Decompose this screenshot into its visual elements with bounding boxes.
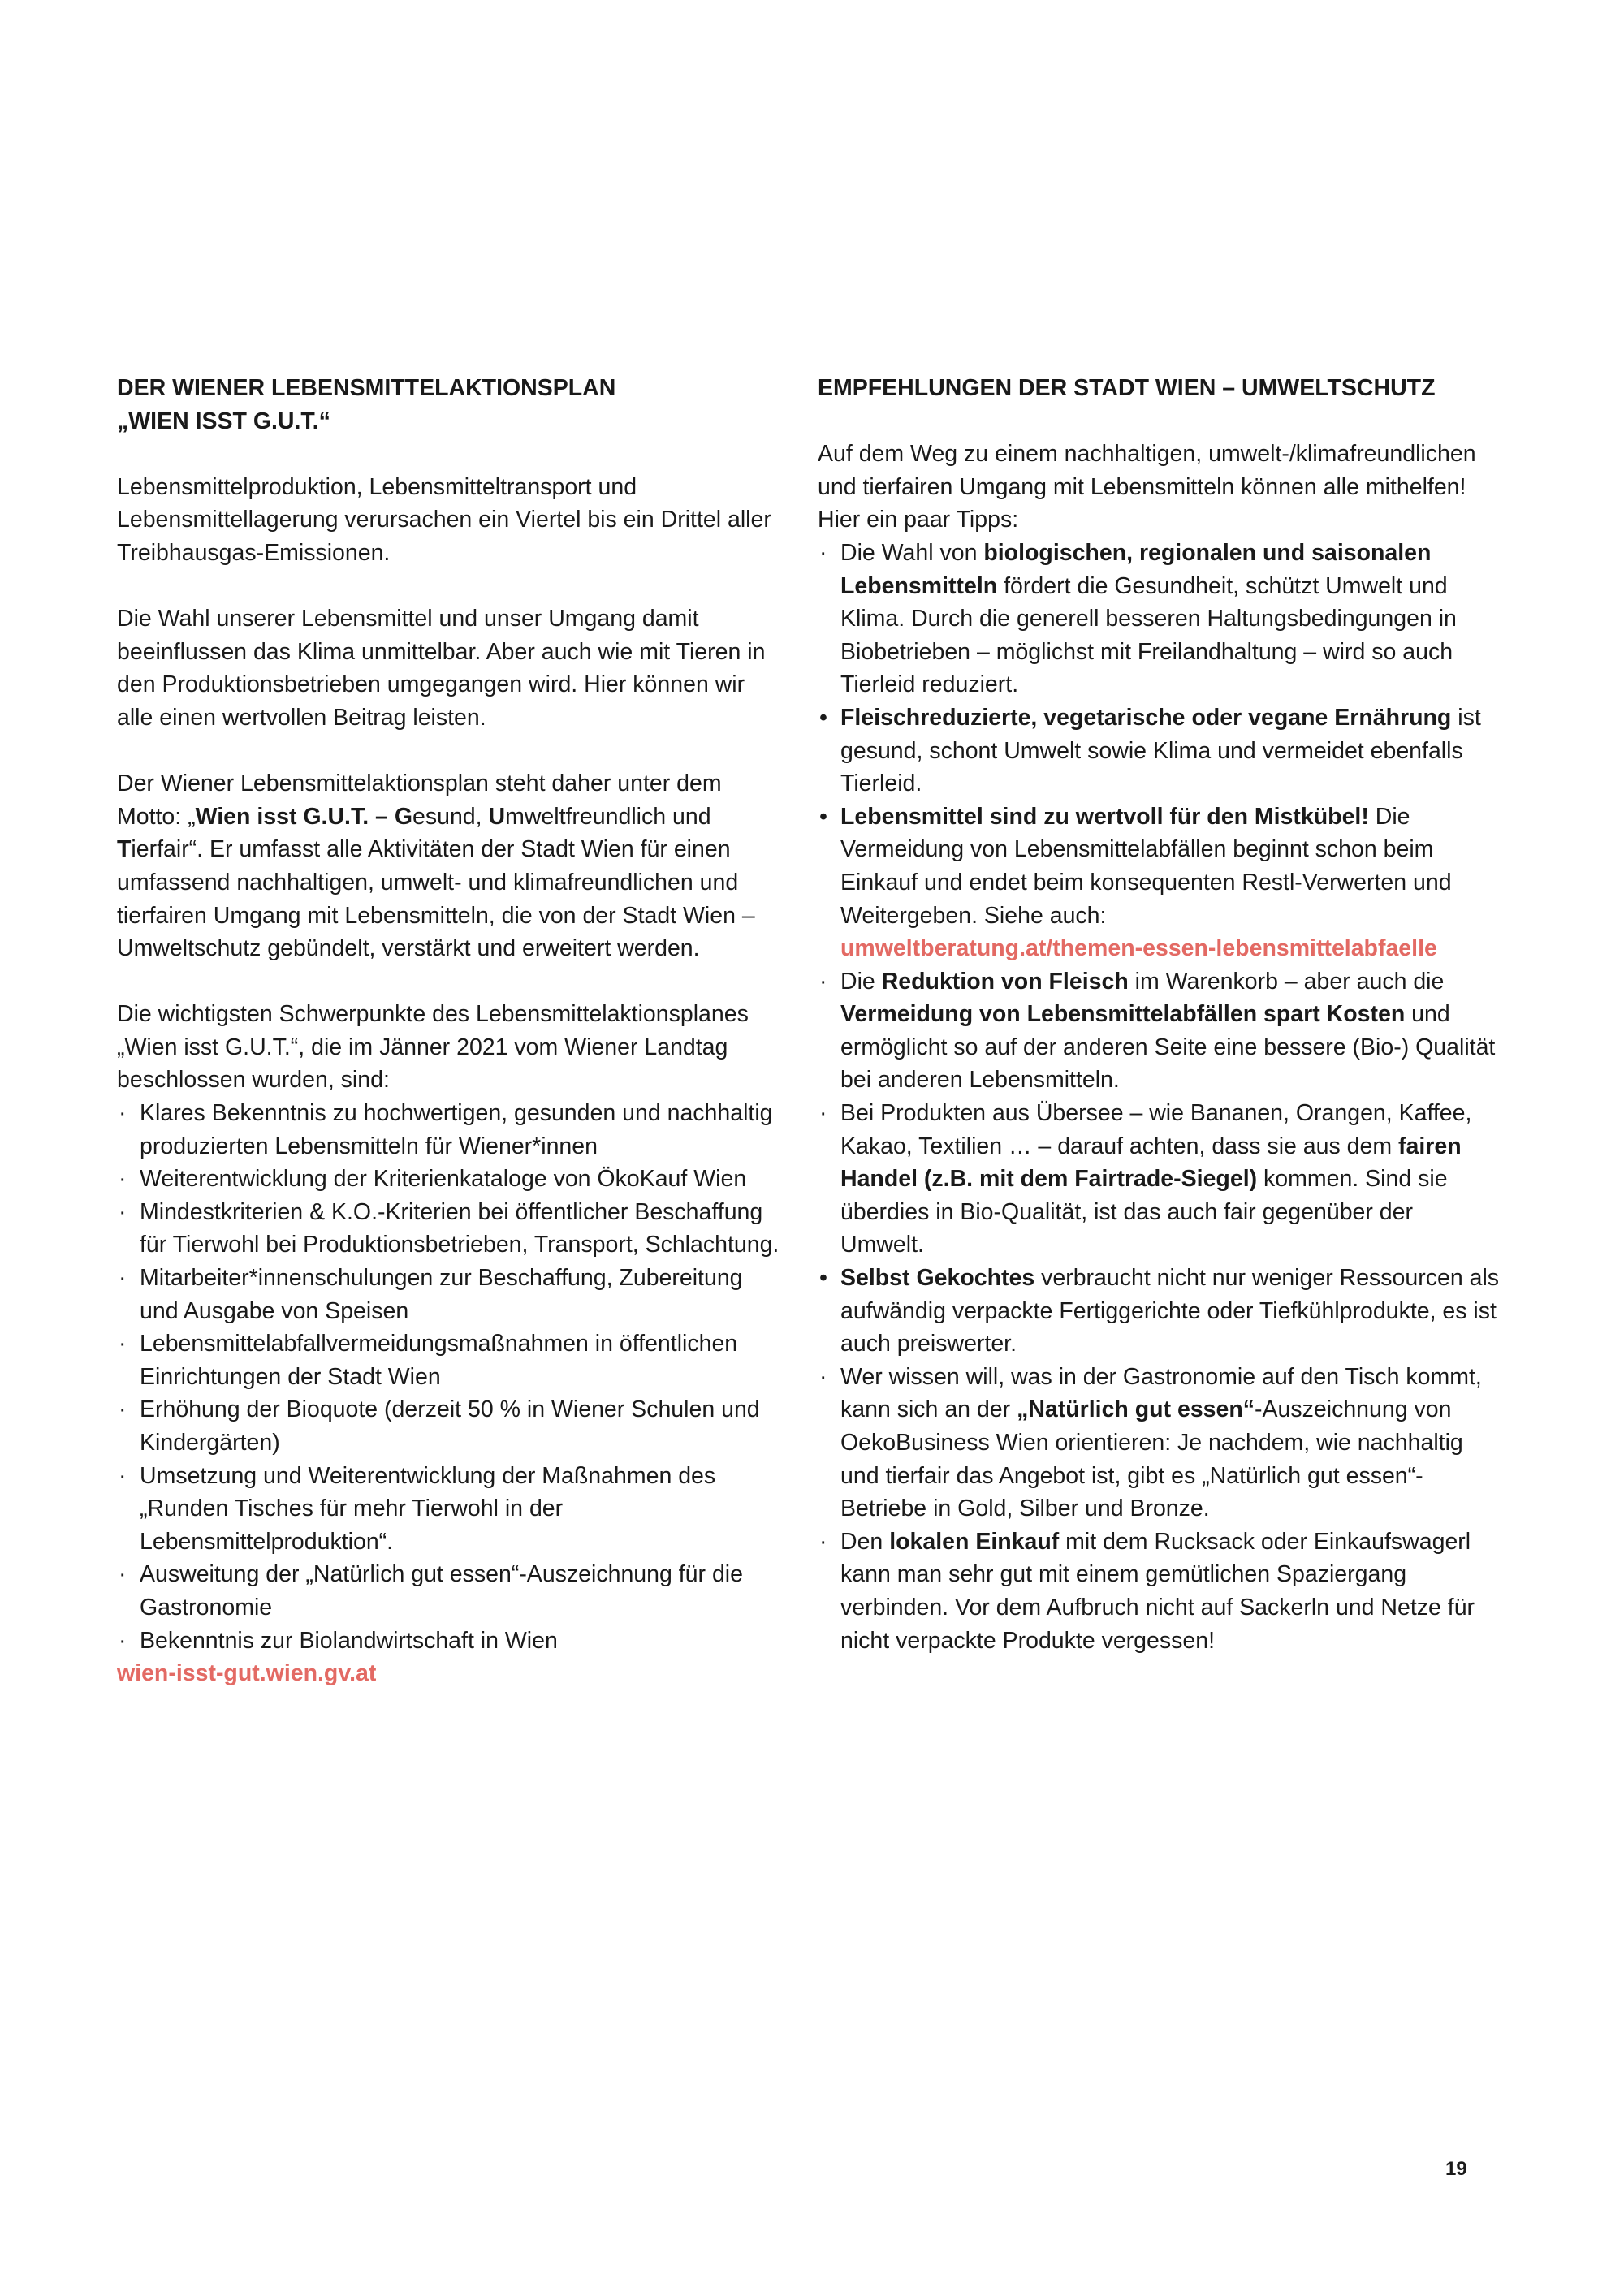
list-item: · Lebensmittelabfallvermeidungsmaßnahmen in öffentlichen Einrichtungen der Stadt Wien	[117, 1327, 783, 1393]
bullet-icon: ·	[819, 539, 827, 566]
list-item: · Ausweitung der „Natürlich gut essen“-Auszeichnung für die Gastronomie	[117, 1558, 783, 1624]
left-paragraph-2: Die Wahl unserer Lebensmittel und unser Umgang damit beeinflussen das Klima unmittelbar. Aber auch wie mit Tieren in den Produktionsbetrieben umgegangen wird. Hier können wir alle einen wertvollen Beitrag leisten.	[117, 606, 766, 731]
list-item: · Wer wissen will, was in der Gastronomie auf den Tisch kommt, kann sich an der „Natürlich gut essen“-Auszeichnung von OekoBusiness Wien orientieren: Je nachdem, wie nachhaltig und tierfair das Angebot ist, gibt es „Natürlich gut essen“-Betriebe in Gold, Silber und Bronze.	[818, 1361, 1500, 1526]
page-number: 19	[1445, 2158, 1467, 2180]
list-item: · Bekenntnis zur Biolandwirtschaft in Wien	[117, 1625, 783, 1658]
left-heading-line2: „WIEN ISST G.U.T.“	[117, 408, 330, 434]
list-item: · Die Reduktion von Fleisch im Warenkorb – aber auch die Vermeidung von Lebensmittelabfällen spart Kosten und ermöglicht so auf der anderen Seite eine bessere (Bio-) Qualität bei anderen Lebensmitteln.	[818, 965, 1500, 1097]
list-item: · Klares Bekenntnis zu hochwertigen, gesunden und nachhaltig produzierten Lebensmitteln für Wiener*innen	[117, 1097, 783, 1163]
list-item: • Fleischreduzierte, vegetarische oder vegane Ernährung ist gesund, schont Umwelt sowie Klima und vermeidet ebenfalls Tierleid.	[818, 701, 1500, 801]
right-column	[818, 372, 1500, 1657]
list-item: · Den lokalen Einkauf mit dem Rucksack oder Einkaufswagerl kann man sehr gut mit einem gemütlichen Spaziergang verbinden. Vor dem Aufbruch nicht auf Sackerln und Netze für nicht verpackte Produkte vergessen!	[818, 1526, 1500, 1657]
list-item: • Selbst Gekochtes verbraucht nicht nur weniger Ressourcen als aufwändig verpackte Fertiggerichte oder Tiefkühlprodukte, es ist auch preiswerter.	[818, 1262, 1500, 1361]
left-heading	[117, 372, 783, 438]
bullet-icon: ·	[819, 1100, 827, 1127]
bullet-icon: ·	[819, 1528, 827, 1555]
bullet-icon: ·	[119, 1265, 127, 1292]
list-item: · Die Wahl von biologischen, regionalen und saisonalen Lebensmitteln fördert die Gesundheit, schützt Umwelt und Klima. Durch die generell besseren Haltungsbedingungen in Biobetrieben – möglichst mit Freilandhaltung – wird so auch Tierleid reduziert.	[818, 537, 1500, 701]
wien-isst-gut-link[interactable]: wien-isst-gut.wien.gv.at	[117, 1660, 377, 1687]
bullet-icon: ·	[119, 1331, 127, 1357]
bullet-icon: •	[819, 1265, 827, 1292]
right-intro: Auf dem Weg zu einem nachhaltigen, umwelt-/klimafreundlichen und tierfairen Umgang mit Lebensmitteln können alle mithelfen! Hier ein paar Tipps:	[818, 441, 1476, 533]
bullet-icon: ·	[119, 1166, 127, 1193]
right-heading: EMPFEHLUNGEN DER STADT WIEN – UMWELTSCHUTZ	[818, 375, 1436, 401]
left-paragraph-4: Die wichtigsten Schwerpunkte des Lebensmittelaktionsplanes „Wien isst G.U.T.“, die im Jänner 2021 vom Wiener Landtag beschlossen wurden, sind:	[117, 1001, 749, 1094]
list-item: · Erhöhung der Bioquote (derzeit 50 % in Wiener Schulen und Kindergärten)	[117, 1393, 783, 1459]
left-heading-line1: DER WIENER LEBENSMITTELAKTIONSPLAN	[117, 375, 616, 401]
list-item: · Weiterentwicklung der Kriterienkataloge von ÖkoKauf Wien	[117, 1163, 783, 1196]
bullet-icon: •	[819, 803, 827, 830]
left-paragraph-3: Der Wiener Lebensmittelaktionsplan steht daher unter dem Motto: „Wien isst G.U.T. – Gesund, Umweltfreundlich und Tierfair“. Er umfasst alle Aktivitäten der Stadt Wien für einen umfassend nachhaltigen, umwelt- und klimafreundlichen und tierfairen Umgang mit Lebensmitteln, die von der Stadt Wien – Umweltschutz gebündelt, verstärkt und erweitert werden.	[117, 770, 755, 962]
bullet-icon: •	[819, 704, 827, 731]
bullet-icon: ·	[119, 1627, 127, 1654]
bullet-icon: ·	[819, 1363, 827, 1390]
bullet-icon: ·	[119, 1100, 127, 1127]
bullet-icon: ·	[119, 1198, 127, 1225]
bullet-icon: ·	[819, 968, 827, 995]
bullet-icon: ·	[119, 1462, 127, 1489]
left-paragraph-1: Lebensmittelproduktion, Lebensmitteltransport und Lebensmittellagerung verursachen ein Viertel bis ein Drittel aller Treibhausgas-Emissionen.	[117, 473, 771, 566]
list-item: · Mindestkriterien & K.O.-Kriterien bei öffentlicher Beschaffung für Tierwohl bei Produktionsbetrieben, Transport, Schlachtung.	[117, 1196, 783, 1262]
list-item: • Lebensmittel sind zu wertvoll für den Mistkübel! Die Vermeidung von Lebensmittelabfällen beginnt schon beim Einkauf und endet beim konsequenten Restl-Verwerten und Weitergeben. Siehe auch: umweltberatung.at/themen-essen-lebensmittelabfaelle	[818, 801, 1500, 965]
right-list	[818, 537, 1500, 1657]
left-column	[117, 372, 783, 1690]
list-item: · Mitarbeiter*innenschulungen zur Beschaffung, Zubereitung und Ausgabe von Speisen	[117, 1262, 783, 1327]
list-item: · Bei Produkten aus Übersee – wie Bananen, Orangen, Kaffee, Kakao, Textilien … – darauf achten, dass sie aus dem fairen Handel (z.B. mit dem Fairtrade-Siegel) kommen. Sind sie überdies in Bio-Qualität, ist das auch fair gegenüber der Umwelt.	[818, 1097, 1500, 1262]
left-list	[117, 1097, 783, 1657]
bullet-icon: ·	[119, 1561, 127, 1588]
list-item: · Umsetzung und Weiterentwicklung der Maßnahmen des „Runden Tisches für mehr Tierwohl in der Lebensmittelproduktion“.	[117, 1460, 783, 1559]
bullet-icon: ·	[119, 1396, 127, 1423]
umweltberatung-link[interactable]: umweltberatung.at/themen-essen-lebensmittelabfaelle	[840, 935, 1437, 962]
